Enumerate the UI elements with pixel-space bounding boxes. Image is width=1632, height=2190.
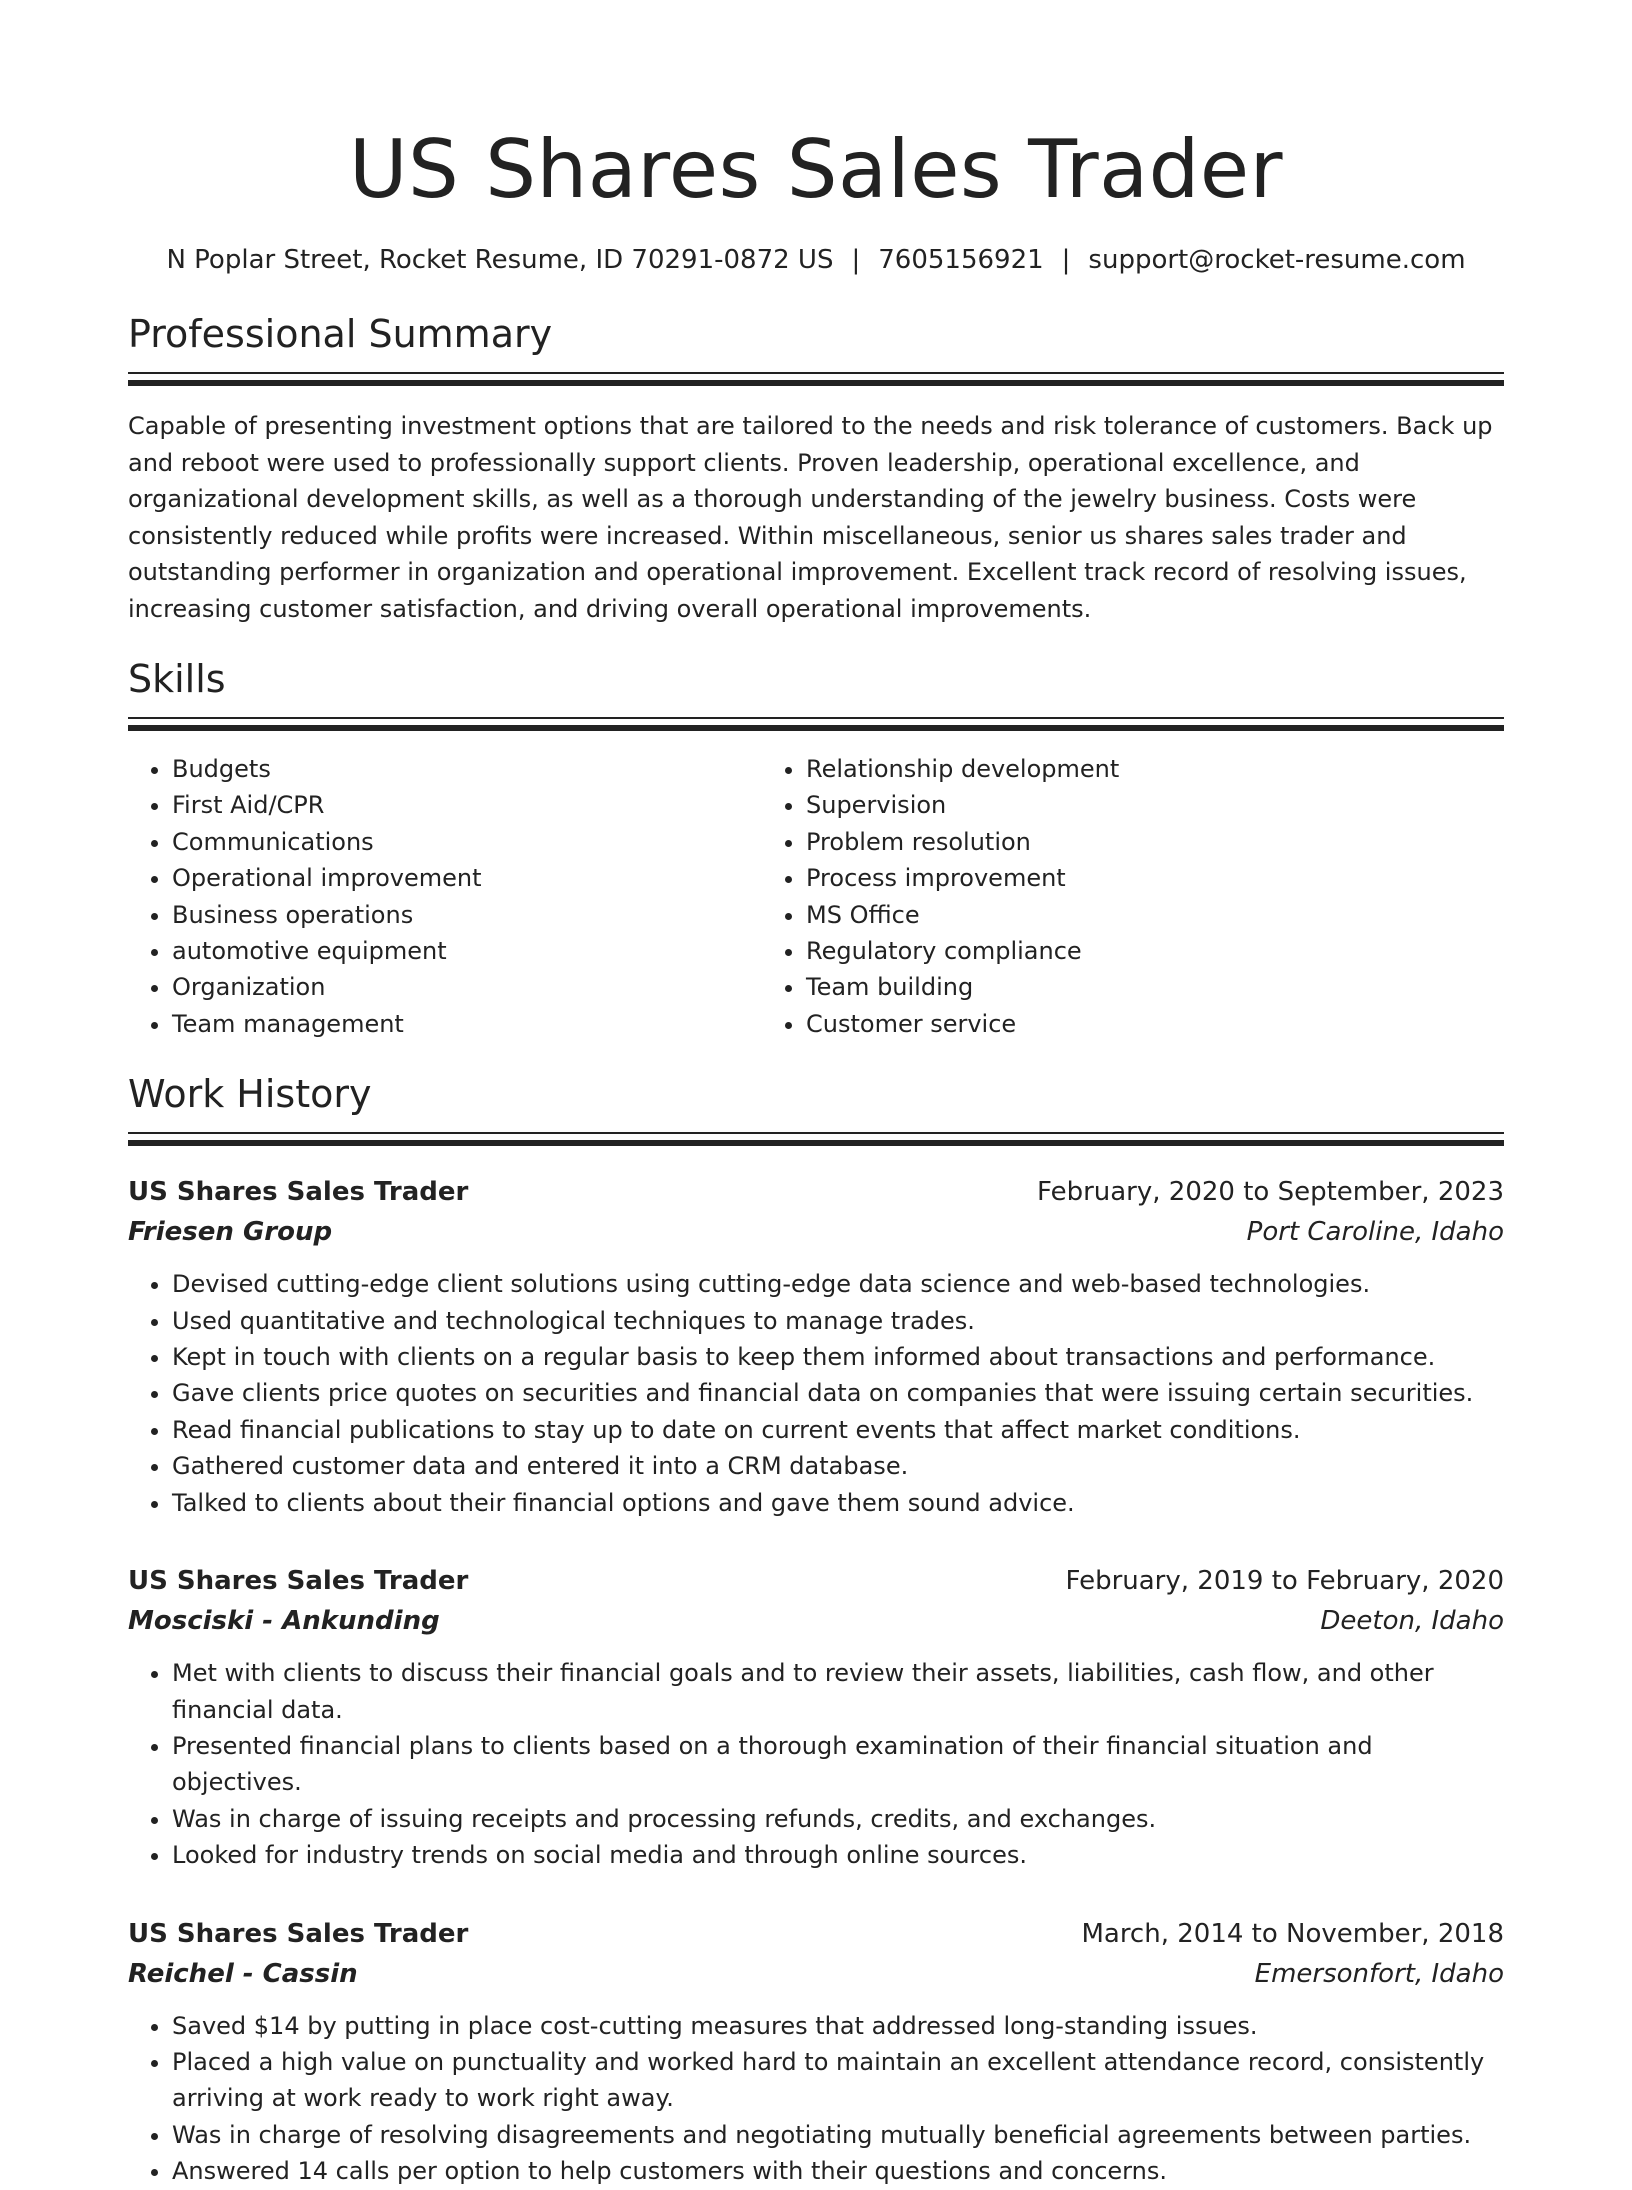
skill-item: • Organization bbox=[172, 969, 762, 1005]
contact-separator: | bbox=[851, 245, 861, 275]
job-bullets bbox=[128, 1655, 1504, 1873]
section-title-summary: Professional Summary bbox=[128, 312, 553, 356]
job-bullet: • Kept in touch with clients on a regular basis to keep them informed about transactions and performance. bbox=[172, 1339, 1504, 1375]
job-location: Emersonfort, Idaho bbox=[1254, 1958, 1504, 1989]
skill-item: • Budgets bbox=[172, 751, 762, 787]
email: support@rocket-resume.com bbox=[1088, 245, 1466, 275]
job-bullet: • Answered 14 calls per option to help customers with their questions and concerns. bbox=[172, 2153, 1504, 2189]
job-bullet: • Looked for industry trends on social media and through online sources. bbox=[172, 1837, 1504, 1873]
address: N Poplar Street, Rocket Resume, ID 70291-0872 US bbox=[166, 245, 834, 275]
job-bullet: • Placed a high value on punctuality and worked hard to maintain an excellent attendance record, consistently arriving at work ready to work right away. bbox=[172, 2044, 1504, 2117]
job-bullet: • Was in charge of issuing receipts and processing refunds, credits, and exchanges. bbox=[172, 1801, 1504, 1837]
job-bullet: • Gave clients price quotes on securities and financial data on companies that were issuing certain securities. bbox=[172, 1375, 1504, 1411]
job-dates: February, 2019 to February, 2020 bbox=[1065, 1566, 1504, 1597]
job-dates: March, 2014 to November, 2018 bbox=[1081, 1918, 1504, 1949]
job-bullet: • Presented financial plans to clients based on a thorough examination of their financial situation and objectives. bbox=[172, 1728, 1504, 1801]
job-bullet: • Used quantitative and technological techniques to manage trades. bbox=[172, 1303, 1504, 1339]
work-history-section bbox=[128, 1070, 1504, 2189]
skill-item: • Supervision bbox=[806, 787, 1462, 823]
job-bullet: • Talked to clients about their financial options and gave them sound advice. bbox=[172, 1485, 1504, 1521]
skills-section bbox=[128, 655, 1504, 1042]
skill-item: • Problem resolution bbox=[806, 824, 1462, 860]
skill-item: • Team building bbox=[806, 969, 1462, 1005]
job-entry bbox=[128, 1914, 1504, 2190]
job-title: US Shares Sales Trader bbox=[128, 1566, 469, 1597]
skill-item: • MS Office bbox=[806, 897, 1462, 933]
skill-item: • Relationship development bbox=[806, 751, 1462, 787]
job-bullets bbox=[128, 2008, 1504, 2190]
skills-columns bbox=[128, 751, 1504, 1042]
job-dates: February, 2020 to September, 2023 bbox=[1037, 1177, 1504, 1208]
job-title: US Shares Sales Trader bbox=[128, 1177, 469, 1208]
job-title: US Shares Sales Trader bbox=[128, 1918, 469, 1949]
section-divider bbox=[128, 1132, 1504, 1146]
skill-item: • Customer service bbox=[806, 1006, 1462, 1042]
phone: 7605156921 bbox=[878, 245, 1044, 275]
candidate-name: US Shares Sales Trader bbox=[348, 123, 1283, 216]
job-location: Deeton, Idaho bbox=[1320, 1606, 1504, 1637]
job-bullet: • Gathered customer data and entered it into a CRM database. bbox=[172, 1448, 1504, 1484]
skill-item: • First Aid/CPR bbox=[172, 787, 762, 823]
section-title-skills: Skills bbox=[128, 657, 226, 701]
skill-item: • Business operations bbox=[172, 897, 762, 933]
job-bullet: • Saved $14 by putting in place cost-cutting measures that addressed long-standing issues. bbox=[172, 2008, 1504, 2044]
job-bullet: • Devised cutting-edge client solutions using cutting-edge data science and web-based technologies. bbox=[172, 1266, 1504, 1302]
skill-item: • automotive equipment bbox=[172, 933, 762, 969]
job-company: Mosciski - Ankunding bbox=[128, 1606, 440, 1637]
skill-item: • Communications bbox=[172, 824, 762, 860]
job-company: Friesen Group bbox=[128, 1217, 333, 1248]
job-bullet: • Read financial publications to stay up to date on current events that affect market conditions. bbox=[172, 1412, 1504, 1448]
contact-line bbox=[128, 242, 1504, 278]
skill-item: • Regulatory compliance bbox=[806, 933, 1462, 969]
job-entry bbox=[128, 1561, 1504, 1873]
skills-list-left bbox=[128, 751, 762, 1042]
job-bullet: • Met with clients to discuss their financial goals and to review their assets, liabilities, cash flow, and other financial data. bbox=[172, 1655, 1504, 1728]
job-bullets bbox=[128, 1266, 1504, 1521]
contact-separator: | bbox=[1061, 245, 1071, 275]
summary-section bbox=[128, 310, 1504, 627]
skill-item: • Team management bbox=[172, 1006, 762, 1042]
skill-item: • Process improvement bbox=[806, 860, 1462, 896]
section-divider bbox=[128, 372, 1504, 386]
job-location: Port Caroline, Idaho bbox=[1246, 1217, 1504, 1248]
job-company: Reichel - Cassin bbox=[128, 1958, 358, 1989]
summary-text: Capable of presenting investment options that are tailored to the needs and risk tolerance of customers. Back up and reboot were used to professionally support clients. Proven leadership, operational excellence, and organizational development skills, as well as a thorough understanding of the jewelry business. Costs were consistently reduced while profits were increased. Within miscellaneous, senior us shares sales trader and outstanding performer in organization and operational improvement. Excellent track record of resolving issues, increasing customer satisfaction, and driving overall operational improvements. bbox=[128, 412, 1493, 623]
skill-item: • Operational improvement bbox=[172, 860, 762, 896]
section-title-work-history: Work History bbox=[128, 1072, 372, 1117]
skills-list-right bbox=[762, 751, 1462, 1042]
job-entry bbox=[128, 1172, 1504, 1521]
job-bullet: • Was in charge of resolving disagreements and negotiating mutually beneficial agreements between parties. bbox=[172, 2117, 1504, 2153]
section-divider bbox=[128, 717, 1504, 731]
